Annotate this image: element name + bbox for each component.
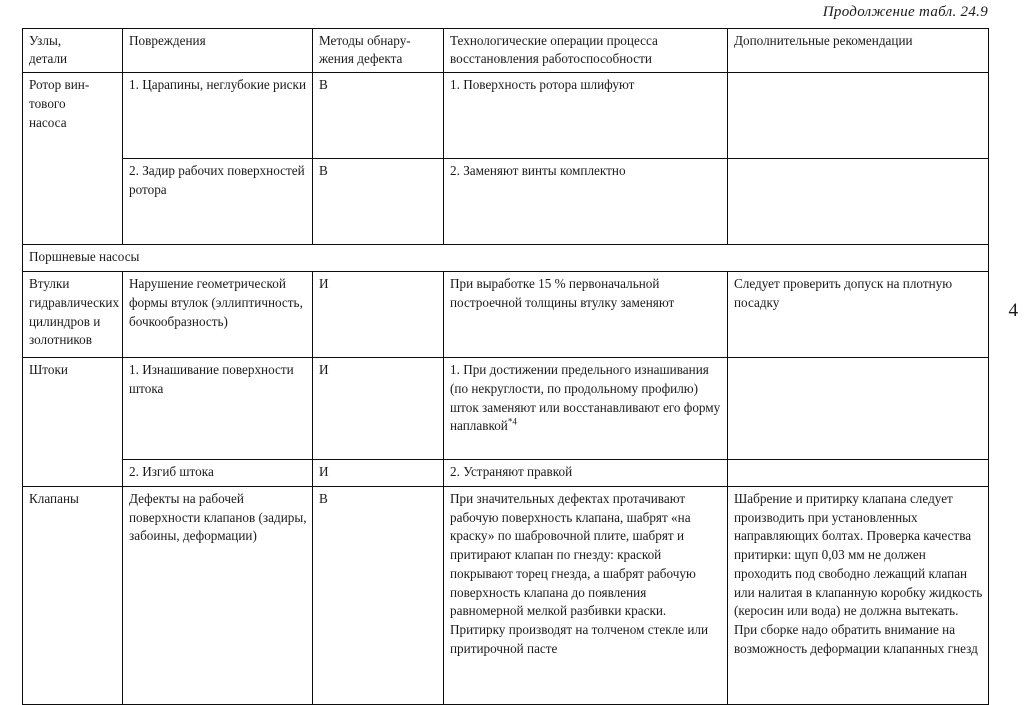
column-header-units-line1: Узлы, xyxy=(29,33,62,48)
cell-recommendation xyxy=(728,358,989,460)
column-header-damage: Повреждения xyxy=(123,29,313,73)
cell-technology xyxy=(444,358,728,460)
table-header-row xyxy=(23,29,989,73)
column-header-units xyxy=(23,29,123,73)
cell-unit-rotor-line2: тового xyxy=(29,96,66,112)
cell-unit-rotor-line3: насоса xyxy=(29,114,67,130)
cell-method: В xyxy=(313,486,444,704)
cell-technology: 1. Поверхность ротора шлифуют xyxy=(444,73,728,159)
cell-technology: 2. Устраняют правкой xyxy=(444,460,728,487)
column-header-technology-line2: восстановления работоспособности xyxy=(450,51,652,67)
column-header-recommendations: Дополнительные рекомендации xyxy=(728,29,989,73)
table-header xyxy=(23,29,989,73)
column-header-units-line2: детали xyxy=(29,51,68,67)
table-body xyxy=(23,73,989,704)
cell-damage: 1. Изнашивание поверхности штока xyxy=(123,358,313,460)
column-header-technology-line1: Технологические операции процесса xyxy=(450,33,658,48)
cell-recommendation xyxy=(728,159,989,245)
cell-unit-bushings: Втулки гидравлических цилиндров и золотников xyxy=(23,272,123,358)
column-header-detection-line1: Методы обнару- xyxy=(319,33,411,48)
cell-damage: 1. Царапины, неглубокие риски xyxy=(123,73,313,159)
cell-recommendation: Шабрение и притирку клапана следует производить при установленных направляющих болтах. Проверка качества притирки: щуп 0,03 мм не должен проходить под свободно лежащий клапан или налитая в клапанную коробку жидкость (керосин или вода) не должна вытекать. При сборке надо обратить внимание на возможность деформации клапанных гнезд xyxy=(728,486,989,704)
cell-method: И xyxy=(313,358,444,460)
cell-method: В xyxy=(313,73,444,159)
cell-unit-rods: Штоки xyxy=(23,358,123,487)
section-heading-piston-pumps: Поршневые насосы xyxy=(23,245,989,272)
cell-technology: 2. Заменяют винты комплектно xyxy=(444,159,728,245)
repair-operations-table xyxy=(22,28,989,705)
cell-unit-valves: Клапаны xyxy=(23,486,123,704)
table-row xyxy=(23,358,989,460)
table-section-heading-row xyxy=(23,245,989,272)
table-row xyxy=(23,460,989,487)
column-header-detection-methods xyxy=(313,29,444,73)
table-continuation-note: Продолжение табл. 24.9 xyxy=(822,4,988,20)
footnote-marker: *4 xyxy=(507,416,517,427)
cell-method: И xyxy=(313,272,444,358)
table-row xyxy=(23,159,989,245)
table-row xyxy=(23,272,989,358)
cell-damage: Дефекты на рабочей поверхности клапанов (задиры, забоины, деформации) xyxy=(123,486,313,704)
cell-damage: 2. Задир рабочих поверхностей ротора xyxy=(123,159,313,245)
cell-recommendation xyxy=(728,73,989,159)
cell-recommendation xyxy=(728,460,989,487)
cell-damage: Нарушение геометрической формы втулок (эллиптичность, бочкообразность) xyxy=(123,272,313,358)
column-header-technology xyxy=(444,29,728,73)
column-header-detection-line2: жения дефекта xyxy=(319,51,403,67)
cell-recommendation: Следует проверить допуск на плотную посадку xyxy=(728,272,989,358)
table-row xyxy=(23,486,989,704)
cell-unit-rotor xyxy=(23,73,123,245)
cell-unit-rotor-line1: Ротор вин- xyxy=(29,77,90,93)
cell-damage: 2. Изгиб штока xyxy=(123,460,313,487)
table-row xyxy=(23,73,989,159)
page-number: 4 xyxy=(1008,300,1018,321)
cell-method: И xyxy=(313,460,444,487)
cell-method: В xyxy=(313,159,444,245)
cell-technology: При выработке 15 % первоначальной построечной толщины втулку заменяют xyxy=(444,272,728,358)
cell-technology-text: 1. При достижении предельного изнашивания (по некруглости, по продольному профилю) шток заменяют или восстанавливают его форму наплавкой xyxy=(450,362,721,434)
cell-technology: При значительных дефектах протачивают рабочую поверхность клапана, шабрят «на краску» по шабровочной плите, шабрят и притирают клапан по гнезду: краской покрывают торец гнезда, а шабрят рабочую поверхность клапана до появления равномерной мелкой разбивки краски. Притирку производят на толченом стекле или притирочной пасте xyxy=(444,486,728,704)
